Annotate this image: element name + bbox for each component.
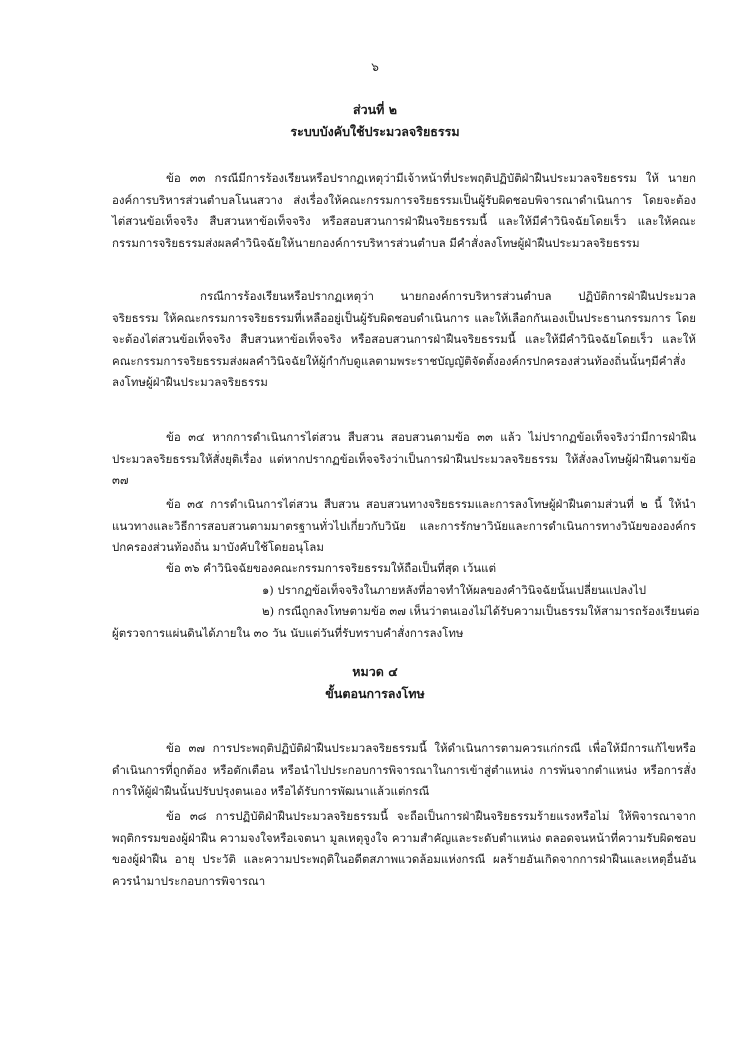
part-subheading: ระบบบังคับใช้ประมวลจริยธรรม: [290, 124, 460, 139]
clause-36-item-1: ๑) ปรากฏข้อเท็จจริงในภายหลังที่อาจทำให้ผลของคำวินิจฉัยนั้นเปลี่ยนแปลงไป: [262, 583, 647, 597]
chapter-subheading: ขั้นตอนการลงโทษ: [325, 686, 425, 701]
clause-36-item-2-continued: ผู้ตรวจการแผ่นดินได้ภายใน ๓๐ วัน นับแต่วันที่รับทราบคำสั่งการลงโทษ: [112, 626, 464, 640]
clause-38-paragraph: ข้อ ๓๘ การปฏิบัติฝ่าฝืนประมวลจริยธรรมนี้ จะถือเป็นการฝ่าฝืนจริยธรรมร้ายแรงหรือไม่ ให้พิจารณาจากพฤติกรรมของผู้ฝ่าฝืน ความจงใจหรือเจตนา มูลเหตุจูงใจ ความสำคัญและระดับตำแหน่ง ตลอดจนหน้าที่ความรับผิดชอบของผู้ฝ่าฝืน อายุ ประวัติ และความประพฤติในอดีตสภาพแวดล้อมแห่งกรณี ผลร้ายอันเกิดจากการฝ่าฝืนและเหตุอื่นอันควรนำมาประกอบการพิจารณา: [112, 809, 696, 888]
part-heading: ส่วนที่ ๒: [352, 102, 398, 117]
clause-35-paragraph: ข้อ ๓๕ การดำเนินการไต่สวน สืบสวน สอบสวนทางจริยธรรมและการลงโทษผู้ฝ่าฝืนตามส่วนที่ ๒ นี้ ให้นำแนวทางและวิธีการสอบสวนตามมาตรฐานทั่วไปเกี่ยวกับวินัย และการรักษาวินัยและการดำเนินการทางวินัยขององค์กรปกครองส่วนท้องถิ่น มาบังคับใช้โดยอนุโลม: [112, 497, 696, 554]
clause-33-paragraph: ข้อ ๓๓ กรณีมีการร้องเรียนหรือปรากฏเหตุว่ามีเจ้าหน้าที่ประพฤติปฏิบัติฝ่าฝืนประมวลจริยธรรม ให้ นายกองค์การบริหารส่วนตำบลโนนสวาง ส่งเรื่องให้คณะกรรมการจริยธรรมเป็นผู้รับผิดชอบพิจารณาดำเนินการ โดยจะต้องไต่สวนข้อเท็จจริง สืบสวนหาข้อเท็จจริง หรือสอบสวนการฝ่าฝืนจริยธรรมนี้ และให้มีคำวินิจฉัยโดยเร็ว และให้คณะกรรมการจริยธรรมส่งผลคำวินิจฉัยให้นายกองค์การบริหารส่วนตำบล มีคำสั่งลงโทษผู้ฝ่าฝืนประมวลจริยธรรม: [112, 171, 696, 250]
clause-36-paragraph: ข้อ ๓๖ คำวินิจฉัยของคณะกรรมการจริยธรรมให้ถือเป็นที่สุด เว้นแต่: [166, 561, 497, 575]
clause-33-second-paragraph: กรณีการร้องเรียนหรือปรากฏเหตุว่า นายกองค์การบริหารส่วนตำบล ปฏิบัติการฝ่าฝืนประมวลจริยธรรม ให้คณะกรรมการจริยธรรมที่เหลืออยู่เป็นผู้รับผิดชอบดำเนินการ และให้เลือกกันเองเป็นประธานกรรมการ โดยจะต้องไต่สวนข้อเท็จจริง สืบสวนหาข้อเท็จจริง หรือสอบสวนการฝ่าฝืนจริยธรรมนี้ และให้มีคำวินิจฉัยโดยเร็ว และให้คณะกรรมการจริยธรรมส่งผลคำวินิจฉัยให้ผู้กำกับดูแลตามพระราชบัญญัติจัดตั้งองค์กรปกครองส่วนท้องถิ่นนั้นๆมีคำสั่งลงโทษผู้ฝ่าฝืนประมวลจริยธรรม: [112, 289, 696, 389]
clause-34-paragraph: ข้อ ๓๔ หากการดำเนินการไต่สวน สืบสวน สอบสวนตามข้อ ๓๓ แล้ว ไม่ปรากฏข้อเท็จจริงว่ามีการฝ่าฝืนประมวลจริยธรรมให้สั่งยุติเรื่อง แต่หากปรากฏข้อเท็จจริงว่าเป็นการฝ่าฝืนประมวลจริยธรรม ให้สั่งลงโทษผู้ฝ่าฝืนตามข้อ ๓๗: [112, 430, 696, 487]
chapter-heading: หมวด ๔: [352, 664, 398, 679]
clause-37-paragraph: ข้อ ๓๗ การประพฤติปฏิบัติฝ่าฝืนประมวลจริยธรรมนี้ ให้ดำเนินการตามควรแก่กรณี เพื่อให้มีการแก้ไขหรือดำเนินการที่ถูกต้อง หรือตักเตือน หรือนำไปประกอบการพิจารณาในการเข้าสู่ตำแหน่ง การพ้นจากตำแหน่ง หรือการสั่งการให้ผู้ฝ่าฝืนนั้นปรับปรุงตนเอง หรือได้รับการพัฒนาแล้วแต่กรณี: [112, 741, 696, 798]
clause-36-item-2: ๒) กรณีถูกลงโทษตามข้อ ๓๗ เห็นว่าตนเองไม่ได้รับความเป็นธรรมให้สามารถร้องเรียนต่อ: [262, 604, 700, 618]
page-number: ๖: [371, 60, 379, 74]
